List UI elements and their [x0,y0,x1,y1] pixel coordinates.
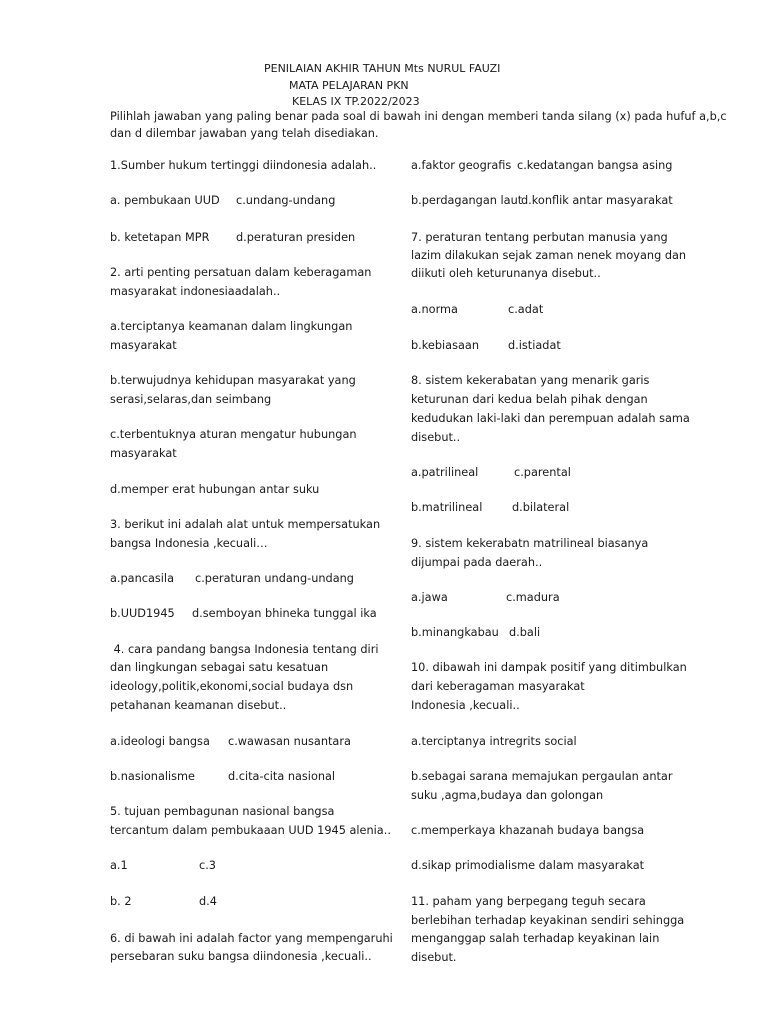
q7-option-d: d.istiadat [508,339,561,352]
question-11-line-4: disebut. [411,951,457,964]
question-11-line-3: menganggap salah terhadap keyakinan lain [411,932,660,945]
q2-option-a-line-1: a.terciptanya keamanan dalam lingkungan [110,320,353,333]
question-5-line-1: 5. tujuan pembagunan nasional bangsa [110,805,335,818]
question-3-line-1: 3. berikut ini adalah alat untuk mempersatukan [110,518,381,531]
instructions-line-1: Pilihlah jawaban yang paling benar pada soal di bawah ini dengan memberi tanda silang (x) pada hufuf a,b,c [110,110,727,123]
q1-option-d: d.peraturan presiden [236,231,356,244]
q4-option-c: c.wawasan nusantara [228,735,351,748]
question-2-line-1: 2. arti penting persatuan dalam keberagaman [110,266,372,279]
question-4-line-4: petahanan keamanan disebut.. [110,699,287,712]
q6-option-c: c.kedatangan bangsa asing [517,159,673,172]
question-8-line-2: keturunan dari kedua belah pihak dengan [411,393,648,406]
question-11-line-2: berlebihan terhadap keyakinan sendiri sehingga [411,914,685,927]
question-8-line-4: disebut.. [411,431,461,444]
q7-option-a: a.norma [411,303,458,316]
q3-option-d: d.semboyan bhineka tunggal ika [192,607,377,620]
question-1: 1.Sumber hukum tertinggi diindonesia adalah.. [110,159,377,172]
q2-option-c-line-1: c.terbentuknya aturan mengatur hubungan [110,428,357,441]
q5-option-a: a.1 [110,859,128,872]
question-8-line-1: 8. sistem kekerabatan yang menarik garis [411,374,650,387]
question-10-line-3: Indonesia ,kecuali.. [411,699,520,712]
q8-option-a: a.patrilineal [411,466,479,479]
question-10-line-1: 10. dibawah ini dampak positif yang ditimbulkan [411,661,687,674]
q6-option-a: a.faktor geografis [411,159,512,172]
q10-option-d: d.sikap primodialisme dalam masyarakat [411,859,645,872]
q2-option-b-line-2: serasi,selaras,dan seimbang [110,393,272,406]
question-6-line-1: 6. di bawah ini adalah factor yang mempengaruhi [110,932,393,945]
q3-option-b: b.UUD1945 [110,607,175,620]
q4-option-a: a.ideologi bangsa [110,735,210,748]
q10-option-b-line-2: suku ,agma,budaya dan golongan [411,789,604,802]
q6-option-b: b.perdagangan laut [411,194,523,207]
question-9-line-1: 9. sistem kekerabatn matrilineal biasanya [411,537,649,550]
q5-option-c: c.3 [199,859,216,872]
question-5-line-2: tercantum dalam pembukaaan UUD 1945 alenia.. [110,824,391,837]
q9-option-b: b.minangkabau [411,626,499,639]
exam-title: PENILAIAN AKHIR TAHUN Mts NURUL FAUZI [264,62,501,75]
question-8-line-3: kedudukan laki-laki dan perempuan adalah sama [411,412,690,425]
q7-option-c: c.adat [508,303,544,316]
q5-option-d: d.4 [199,895,217,908]
q10-option-b-line-1: b.sebagai sarana memajukan pergaulan antar [411,770,673,783]
q9-option-c: c.madura [506,591,560,604]
q10-option-a: a.terciptanya intregrits social [411,735,577,748]
subject-title: MATA PELAJARAN PKN [289,79,409,92]
instructions-line-2: dan d dilembar jawaban yang telah disediakan. [110,127,379,140]
q1-option-b: b. ketetapan MPR [110,231,210,244]
q8-option-d: d.bilateral [512,501,570,514]
question-10-line-2: dari keberagaman masyarakat [411,680,585,693]
q8-option-b: b.matrilineal [411,501,483,514]
question-6-line-2: persebaran suku bangsa diindonesia ,kecuali.. [110,950,372,963]
q2-option-b-line-1: b.terwujudnya kehidupan masyarakat yang [110,374,356,387]
question-7-line-3: diikuti oleh keturunanya disebut.. [411,267,601,280]
question-7-line-2: lazim dilakukan sejak zaman nenek moyang dan [411,249,687,262]
question-2-line-2: masyarakat indonesiaadalah.. [110,285,281,298]
question-4-line-3: ideology,politik,ekonomi,social budaya dsn [110,680,354,693]
q6-option-d: d.konflik antar masyarakat [521,194,673,207]
q2-option-a-line-2: masyarakat [110,339,177,352]
question-9-line-2: dijumpai pada daerah.. [411,556,543,569]
q1-option-a: a. pembukaan UUD [110,194,220,207]
question-4-line-2: dan lingkungan sebagai satu kesatuan [110,661,329,674]
class-year: KELAS IX TP.2022/2023 [292,95,420,108]
q3-option-a: a.pancasila [110,572,174,585]
q8-option-c: c.parental [514,466,571,479]
q4-option-d: d.cita-cita nasional [228,770,336,783]
q9-option-d: d.bali [509,626,541,639]
q1-option-c: c.undang-undang [236,194,336,207]
q3-option-c: c.peraturan undang-undang [195,572,354,585]
q5-option-b: b. 2 [110,895,132,908]
q7-option-b: b.kebiasaan [411,339,479,352]
question-7-line-1: 7. peraturan tentang perbutan manusia yang [411,231,668,244]
question-3-line-2: bangsa Indonesia ,kecuali… [110,537,268,550]
q2-option-d: d.memper erat hubungan antar suku [110,483,320,496]
question-11-line-1: 11. paham yang berpegang teguh secara [411,895,646,908]
q2-option-c-line-2: masyarakat [110,447,177,460]
question-4-line-1: 4. cara pandang bangsa Indonesia tentang diri [110,643,379,656]
q4-option-b: b.nasionalisme [110,770,195,783]
q9-option-a: a.jawa [411,591,448,604]
q10-option-c: c.memperkaya khazanah budaya bangsa [411,824,645,837]
